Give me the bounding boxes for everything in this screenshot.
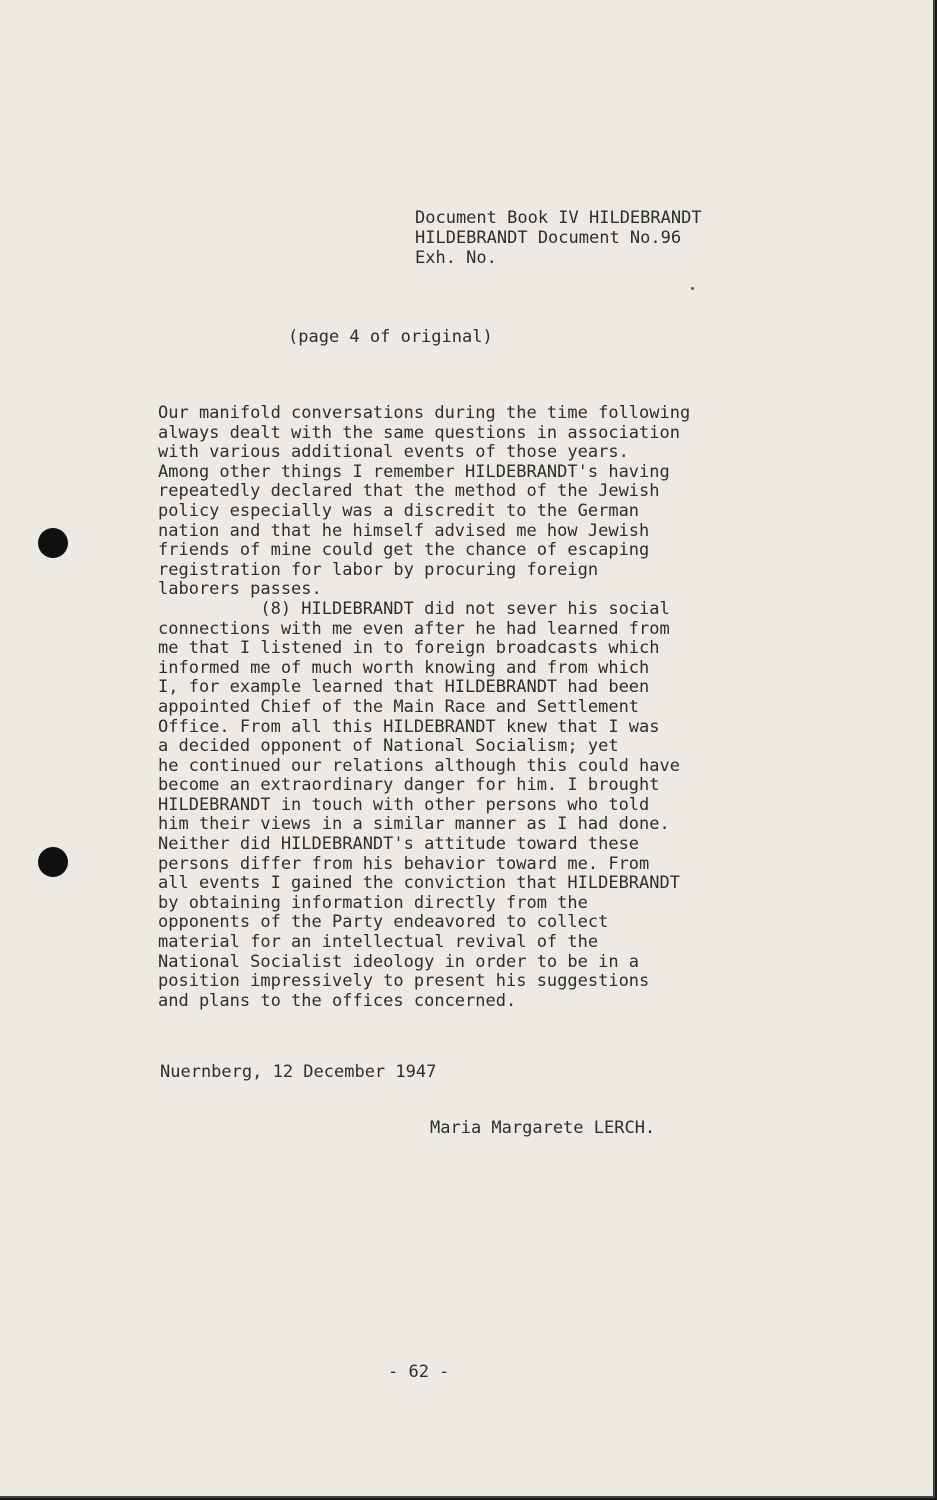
body-line: appointed Chief of the Main Race and Settlement [158, 696, 640, 717]
body-line: all events I gained the conviction that HILDEBRANDT [158, 873, 680, 894]
body-line: become an extraordinary danger for him. I brought [158, 775, 660, 796]
body-line: National Socialist ideology in order to be in a [158, 951, 640, 972]
body-line: friends of mine could get the chance of escaping [158, 540, 650, 561]
body-line: policy especially was a discredit to the German [158, 500, 640, 521]
header-line-book: Document Book IV HILDEBRANDT [415, 208, 702, 228]
original-page-note: (page 4 of original) [288, 327, 493, 347]
body-line: Among other things I remember HILDEBRANDT's having [158, 461, 670, 482]
body-line: laborers passes. [158, 579, 322, 600]
body-line: me that I listened in to foreign broadcasts which [158, 638, 660, 659]
page-number: - 62 - [388, 1362, 450, 1382]
body-line: Office. From all this HILDEBRANDT knew that I was [158, 716, 660, 737]
body-line: nation and that he himself advised me how Jewish [158, 520, 650, 541]
body-line: position impressively to present his suggestions [158, 971, 650, 992]
body-line: always dealt with the same questions in association [158, 422, 680, 443]
punch-hole-top [38, 528, 68, 558]
body-line: and plans to the offices concerned. [158, 990, 517, 1011]
body-line: him their views in a similar manner as I had done. [158, 814, 670, 835]
place-and-date: Nuernberg, 12 December 1947 [160, 1062, 437, 1082]
body-line: repeatedly declared that the method of the Jewish [158, 481, 660, 502]
body-line: Our manifold conversations during the time following [158, 403, 691, 423]
body-line: HILDEBRANDT in touch with other persons who told [158, 794, 650, 815]
body-line: opponents of the Party endeavored to collect [158, 912, 609, 933]
punch-hole-bottom [38, 847, 68, 877]
ink-speck [691, 287, 694, 290]
body-line: connections with me even after he had learned from [158, 618, 670, 639]
body-line: material for an intellectual revival of the [158, 932, 599, 953]
signature-line: Maria Margarete LERCH. [430, 1118, 656, 1138]
body-line: (8) HILDEBRANDT did not sever his social [158, 598, 670, 619]
body-line: by obtaining information directly from the [158, 892, 588, 913]
body-line: with various additional events of those years. [158, 442, 629, 463]
header-line-document-number: HILDEBRANDT Document No.96 [415, 228, 682, 248]
body-line: I, for example learned that HILDEBRANDT had been [158, 677, 650, 698]
body-line: persons differ from his behavior toward me. From [158, 853, 650, 874]
body-text [158, 404, 798, 1011]
body-line: informed me of much worth knowing and from which [158, 657, 650, 678]
document-header [415, 208, 702, 268]
body-line: he continued our relations although this could have [158, 755, 680, 776]
body-line: registration for labor by procuring foreign [158, 559, 599, 580]
body-line: a decided opponent of National Socialism; yet [158, 736, 619, 757]
header-line-exhibit: Exh. No. [415, 248, 497, 268]
body-line: Neither did HILDEBRANDT's attitude toward these [158, 834, 640, 855]
